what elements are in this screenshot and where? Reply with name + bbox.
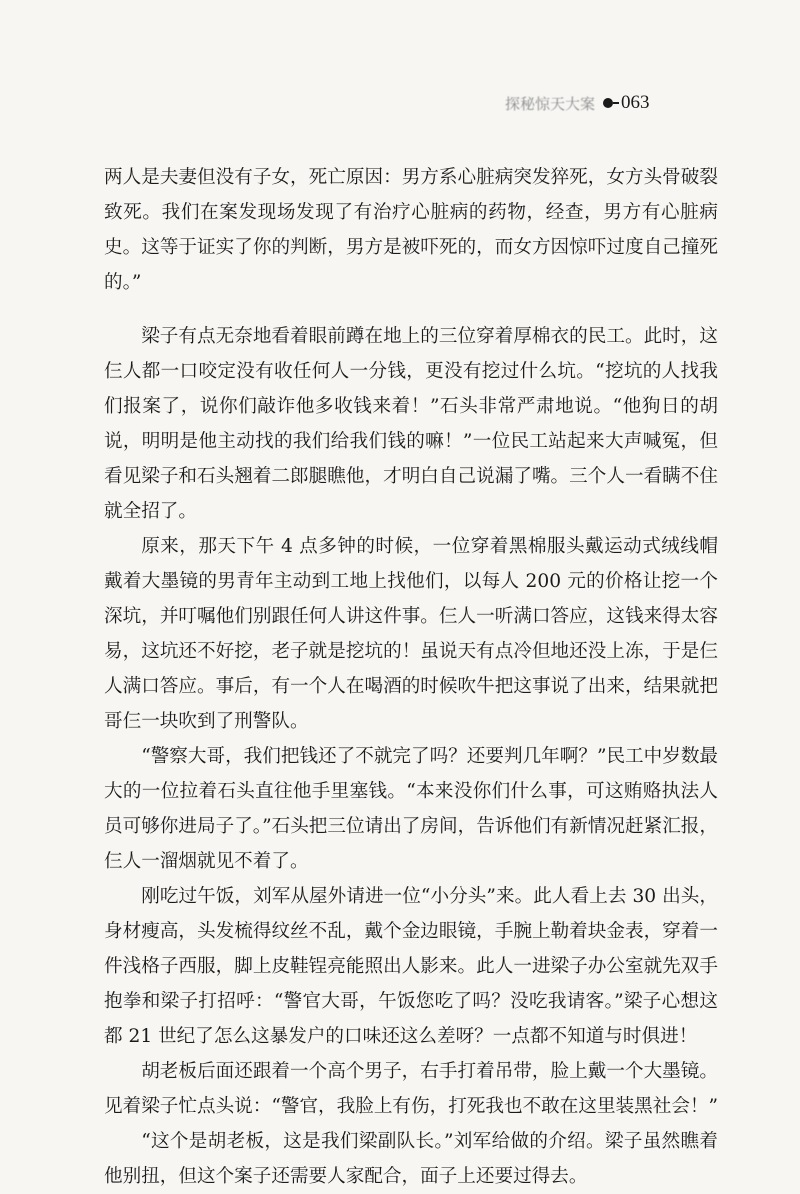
dash-icon — [613, 102, 619, 104]
body-text — [104, 160, 718, 1194]
paragraph: 梁子有点无奈地看着眼前蹲在地上的三位穿着厚棉衣的民工。此时，这仨人都一口咬定没有收任何人一分钱，更没有挖过什么坑。“挖坑的人找我们报案了，说你们敲诈他多收钱来着！”石头非常严肃地说。“他狗日的胡说，明明是他主动找的我们给我们钱的嘛！”一位民工站起来大声喊冤，但看见梁子和石头翘着二郎腿瞧他，才明白自己说漏了嘴。三个人一看瞒不住就全招了。 — [104, 326, 718, 522]
paragraph: 胡老板后面还跟着一个高个男子，右手打着吊带，脸上戴一个大墨镜。见着梁子忙点头说：“警官，我脸上有伤，打死我也不敢在这里装黑社会！” — [104, 1061, 719, 1117]
paragraph: “这个是胡老板，这是我们梁副队长。”刘军给做的介绍。梁子虽然瞧着他别扭，但这个案子还需要人家配合，面子上还要过得去。 — [104, 1131, 718, 1187]
paragraph-gap — [104, 300, 718, 319]
paragraph: 刚吃过午饭，刘军从屋外请进一位“小分头”来。此人看上去 30 出头，身材瘦高，头发梳得纹丝不乱，戴个金边眼镜，手腕上勒着块金表，穿着一件浅格子西服，脚上皮鞋锃亮能照出人影来。此人一进梁子办公室就先双手抱拳和梁子打招呼：“警官大哥，午饭您吃了吗？没吃我请客。”梁子心想这都 21 世纪了怎么这暴发户的口味还这么差呀？一点都不知道与时俱进！ — [104, 886, 718, 1047]
page-number: 063 — [621, 92, 650, 113]
paragraph: 两人是夫妻但没有子女，死亡原因：男方系心脏病突发猝死，女方头骨破裂致死。我们在案发现场发现了有治疗心脏病的药物，经查，男方有心脏病史。这等于证实了你的判断，男方是被吓死的，而女方因惊吓过度自己撞死的。” — [104, 167, 718, 293]
bullet-dot-icon — [603, 98, 613, 108]
paragraph: “警察大哥，我们把钱还了不就完了吗？还要判几年啊？”民工中岁数最大的一位拉着石头直往他手里塞钱。“本来没你们什么事，可这贿赂执法人员可够你进局子了。”石头把三位请出了房间，告诉他们有新情况赶紧汇报，仨人一溜烟就见不着了。 — [104, 746, 719, 872]
running-header — [505, 88, 725, 118]
running-header-title: 探秘惊天大案 — [505, 94, 596, 113]
paragraph: 原来，那天下午 4 点多钟的时候，一位穿着黑棉服头戴运动式绒线帽戴着大墨镜的男青年主动到工地上找他们，以每人 200 元的价格让挖一个深坑，并叮嘱他们别跟任何人讲这件事。仨人一听满口答应，这钱来得太容易，这坑还不好挖，老子就是挖坑的！虽说天有点冷但地还没上冻，于是仨人满口答应。事后，有一个人在喝酒的时候吹牛把这事说了出来，结果就把哥仨一块吹到了刑警队。 — [104, 536, 718, 732]
